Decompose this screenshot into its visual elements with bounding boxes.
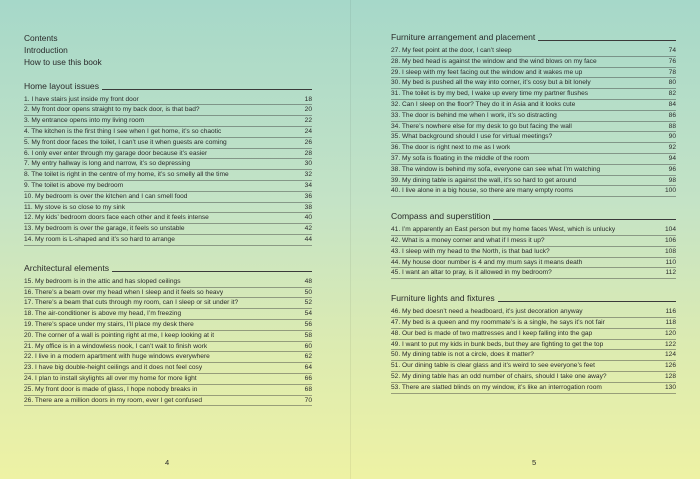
entry-title: 2. My front door opens straight to my back door, is that bad?: [24, 106, 200, 114]
entry-page-number: 50: [304, 288, 312, 296]
entry-title: 53. There are slatted blinds on my window, it’s like an interrogation room: [391, 383, 602, 391]
entry-title: 31. The toilet is by my bed, I wake up every time my partner flushes: [391, 90, 589, 98]
toc-entry[interactable]: [391, 372, 676, 383]
toc-entry[interactable]: [24, 116, 312, 127]
toc-entry[interactable]: [391, 236, 676, 247]
entry-title: 22. I live in a modern apartment with huge windows everywhere: [24, 353, 210, 361]
entry-title: 18. The air-conditioner is above my head, I’m freezing: [24, 310, 182, 318]
toc-entry[interactable]: [24, 288, 312, 299]
entry-title: 21. My office is in a windowless nook, I can’t wait to finish work: [24, 342, 208, 350]
entry-title: 41. I’m apparently an East person but my home faces West, which is unlucky: [391, 226, 616, 234]
entry-title: 7. My entry hallway is long and narrow, it’s so depressing: [24, 160, 191, 168]
toc-entry[interactable]: [24, 277, 312, 288]
toc-entry[interactable]: [391, 350, 676, 361]
entry-title: 42. What is a money corner and what if I mess it up?: [391, 236, 545, 244]
toc-entry[interactable]: [24, 224, 312, 235]
toc-entry[interactable]: [24, 309, 312, 320]
toc-entry[interactable]: [24, 192, 312, 203]
section-heading: [391, 211, 676, 222]
toc-entry[interactable]: [24, 320, 312, 331]
toc-entry[interactable]: [391, 143, 676, 154]
entry-page-number: 82: [668, 90, 676, 98]
toc-entry[interactable]: [24, 181, 312, 192]
intro-block: [24, 32, 312, 69]
entry-title: 39. My dining table is against the wall, it’s so hard to get around: [391, 176, 577, 184]
entry-title: 24. I plan to install skylights all over my home for more light: [24, 374, 197, 382]
entry-title: 1. I have stairs just inside my front door: [24, 95, 139, 103]
entry-page-number: 80: [668, 79, 676, 87]
entry-title: 4. The kitchen is the first thing I see when I get home, it’s so chaotic: [24, 128, 222, 135]
entry-page-number: 60: [304, 342, 312, 350]
entry-page-number: 112: [665, 269, 676, 277]
section-rule: [538, 40, 676, 41]
entry-page-number: 48: [304, 277, 312, 285]
entry-page-number: 42: [304, 225, 312, 233]
entry-page-number: 124: [664, 351, 676, 359]
entry-title: 44. My house door number is 4 and my mum says it means death: [391, 258, 583, 266]
entry-title: 36. The door is right next to me as I work: [391, 144, 511, 152]
entry-page-number: 104: [664, 226, 676, 234]
section-heading: [24, 81, 312, 92]
entry-page-number: 120: [664, 329, 676, 337]
entry-title: 33. The door is behind me when I work, it’s so distracting: [391, 111, 557, 119]
toc-entry[interactable]: [391, 100, 676, 111]
entry-title: 6. I only ever enter through my garage door because it’s easier: [24, 149, 208, 157]
entry-title: 11. My stove is so close to my sink: [24, 203, 126, 211]
entry-page-number: 110: [665, 258, 676, 266]
entry-page-number: 44: [304, 235, 312, 243]
entry-title: 34. There’s nowhere else for my desk to go but facing the wall: [391, 122, 572, 130]
section-title: Architectural elements: [24, 262, 110, 273]
section-rule: [102, 89, 312, 90]
toc-entry[interactable]: [24, 95, 312, 106]
section-title: Furniture lights and fixtures: [391, 293, 495, 304]
section-furniture-arrangement: [391, 32, 676, 197]
entry-page-number: 118: [665, 318, 676, 326]
entry-page-number: 54: [304, 310, 312, 318]
entry-page-number: 26: [304, 138, 312, 146]
page-number: 5: [532, 458, 537, 467]
entry-title: 20. The corner of a wall is pointing right at me, I keep looking at it: [24, 331, 215, 339]
entry-title: 45. I want an altar to pray, is it allowed in my bedroom?: [391, 269, 552, 277]
entry-page-number: 74: [668, 47, 676, 54]
entry-title: 27. My feet point at the door, I can’t sleep: [391, 47, 512, 54]
entry-page-number: 76: [668, 57, 676, 65]
how-to-use-link[interactable]: How to use this book: [24, 57, 102, 68]
toc-entry[interactable]: [391, 154, 676, 165]
entry-page-number: 22: [304, 117, 312, 125]
entry-page-number: 96: [668, 165, 676, 173]
toc-entry[interactable]: [391, 165, 676, 176]
toc-entry[interactable]: [391, 258, 676, 269]
toc-entry[interactable]: [391, 340, 676, 351]
entry-title: 26. There are a million doors in my room, ever I get confused: [24, 396, 202, 404]
toc-entry[interactable]: [391, 329, 676, 340]
toc-entry[interactable]: [24, 105, 312, 116]
toc-entry[interactable]: [24, 170, 312, 181]
entry-title: 48. Our bed is made of two mattresses and I keep falling into the gap: [391, 329, 593, 337]
introduction-link[interactable]: Introduction: [24, 45, 68, 56]
entry-page-number: 24: [304, 128, 312, 135]
toc-entry[interactable]: [24, 385, 312, 396]
entry-title: 19. There’s space under my stairs, I’ll place my desk there: [24, 320, 194, 328]
section-compass-superstition: [391, 211, 676, 279]
entry-page-number: 58: [304, 331, 312, 339]
entry-title: 35. What background should I use for virtual meetings?: [391, 133, 553, 141]
right-page: [350, 0, 700, 479]
entry-page-number: 56: [304, 320, 312, 328]
entry-title: 49. I want to put my kids in bunk beds, but they are fighting to get the top: [391, 340, 604, 348]
section-heading: [24, 263, 312, 274]
toc-entry[interactable]: [24, 342, 312, 353]
toc-entry[interactable]: [24, 127, 312, 138]
entry-title: 28. My bed head is against the window and the wind blows on my face: [391, 57, 597, 65]
entry-page-number: 30: [304, 160, 312, 168]
section-rule: [498, 301, 676, 302]
toc-entry[interactable]: [391, 132, 676, 143]
entry-title: 15. My bedroom is in the attic and has sloped ceilings: [24, 277, 181, 285]
toc-entry[interactable]: [24, 331, 312, 342]
section-home-layout-issues: [24, 81, 312, 246]
page-number: 4: [165, 458, 170, 467]
entry-title: 10. My bedroom is over the kitchen and I can smell food: [24, 192, 188, 200]
toc-entry[interactable]: [391, 122, 676, 133]
entry-title: 37. My sofa is floating in the middle of the room: [391, 154, 530, 162]
entry-page-number: 52: [304, 299, 312, 307]
toc-entry[interactable]: [391, 361, 676, 372]
section-rule: [493, 219, 676, 220]
entry-page-number: 128: [664, 372, 676, 380]
entry-title: 5. My front door faces the toilet, I can’t use it when guests are coming: [24, 138, 227, 146]
entry-title: 8. The toilet is right in the centre of my home, it’s so smelly all the time: [24, 171, 229, 179]
entry-page-number: 130: [664, 383, 676, 391]
section-title: Furniture arrangement and placement: [391, 32, 536, 42]
entry-title: 16. There’s a beam over my head when I sleep and it feels so heavy: [24, 288, 224, 296]
toc-entry[interactable]: [24, 213, 312, 224]
entry-title: 40. I live alone in a big house, so there are many empty rooms: [391, 187, 574, 195]
toc-entry[interactable]: [391, 68, 676, 79]
entry-page-number: 32: [304, 171, 312, 179]
entry-page-number: 18: [304, 95, 312, 103]
section-rule: [112, 271, 312, 272]
entry-page-number: 28: [304, 149, 312, 157]
entry-page-number: 66: [304, 374, 312, 382]
entry-page-number: 90: [668, 133, 676, 141]
toc-entry[interactable]: [24, 363, 312, 374]
toc-entry[interactable]: [391, 383, 676, 394]
toc-entry[interactable]: [391, 307, 676, 318]
entry-page-number: 98: [668, 176, 676, 184]
section-furniture-lights-fixtures: [391, 293, 676, 393]
entry-title: 3. My entrance opens into my living room: [24, 117, 145, 125]
entry-page-number: 88: [668, 122, 676, 130]
entry-page-number: 36: [304, 192, 312, 200]
toc-entry[interactable]: [24, 235, 312, 246]
entry-title: 29. I sleep with my feet facing out the window and it wakes me up: [391, 68, 583, 76]
toc-entry[interactable]: [391, 89, 676, 100]
toc-entry[interactable]: [391, 318, 676, 329]
entry-page-number: 34: [304, 181, 312, 189]
entry-page-number: 126: [664, 362, 676, 370]
entry-title: 12. My kids’ bedroom doors face each other and it feels intense: [24, 214, 209, 222]
entry-title: 23. I have big double-height ceilings and it does not feel cosy: [24, 364, 203, 372]
entry-page-number: 92: [668, 144, 676, 152]
entry-page-number: 122: [664, 340, 676, 348]
toc-entry[interactable]: [391, 268, 676, 279]
entry-title: 13. My bedroom is over the garage, it feels so unstable: [24, 225, 185, 233]
entry-page-number: 106: [664, 236, 676, 244]
entry-page-number: 116: [665, 308, 676, 316]
entry-page-number: 84: [668, 100, 676, 108]
entry-page-number: 62: [304, 353, 312, 361]
section-title: Compass and superstition: [391, 211, 491, 222]
toc-entry[interactable]: [391, 57, 676, 68]
section-architectural-elements: [24, 263, 312, 407]
entry-page-number: 86: [668, 111, 676, 119]
section-heading: [391, 32, 676, 43]
entry-title: 32. Can I sleep on the floor? They do it in Asia and it looks cute: [391, 100, 576, 108]
entry-page-number: 20: [304, 106, 312, 114]
toc-entry[interactable]: [24, 138, 312, 149]
entry-title: 30. My bed is pushed all the way into corner, it’s cosy but a bit lonely: [391, 79, 591, 87]
toc-entry[interactable]: [24, 149, 312, 160]
toc-entry[interactable]: [391, 111, 676, 122]
toc-entry[interactable]: [391, 46, 676, 57]
entry-page-number: 70: [304, 396, 312, 404]
entry-page-number: 100: [664, 187, 676, 195]
entry-title: 43. I sleep with my head to the North, is that bad luck?: [391, 247, 550, 255]
entry-page-number: 38: [304, 203, 312, 211]
section-title: Home layout issues: [24, 80, 99, 91]
toc-entry[interactable]: [24, 203, 312, 214]
entry-page-number: 94: [668, 154, 676, 162]
toc-entry[interactable]: [24, 159, 312, 170]
toc-entry[interactable]: [391, 78, 676, 89]
entry-page-number: 78: [668, 68, 676, 76]
toc-entry[interactable]: [391, 225, 676, 236]
entry-title: 17. There’s a beam that cuts through my room, can I sleep or sit under it?: [24, 299, 239, 307]
toc-entry[interactable]: [391, 176, 676, 187]
toc-entry[interactable]: [24, 374, 312, 385]
entry-title: 38. The window is behind my sofa, everyone can see what I’m watching: [391, 165, 601, 173]
toc-entry[interactable]: [24, 298, 312, 309]
entry-title: 47. My bed is a queen and my roommate’s is a single, he says it’s not fair: [391, 318, 605, 326]
entry-page-number: 108: [664, 247, 676, 255]
entry-page-number: 40: [304, 214, 312, 222]
section-heading: [391, 293, 676, 304]
entry-title: 46. My bed doesn’t need a headboard, it’s just decoration anyway: [391, 308, 583, 316]
toc-entry[interactable]: [391, 186, 676, 197]
toc-entry[interactable]: [24, 396, 312, 407]
toc-entry[interactable]: [391, 247, 676, 258]
entry-page-number: 64: [304, 364, 312, 372]
entry-title: 9. The toilet is above my bedroom: [24, 181, 124, 189]
entry-title: 52. My dining table has an odd number of chairs, should I take one away?: [391, 372, 607, 380]
contents-heading: Contents: [24, 33, 58, 43]
entry-title: 14. My room is L-shaped and it’s so hard to arrange: [24, 235, 175, 243]
toc-entry[interactable]: [24, 352, 312, 363]
entry-title: 50. My dining table is not a circle, does it matter?: [391, 351, 534, 359]
entry-title: 51. Our dining table is clear glass and it’s weird to see everyone’s feet: [391, 362, 595, 370]
entry-page-number: 68: [304, 385, 312, 393]
entry-title: 25. My front door is made of glass, I hope nobody breaks in: [24, 385, 198, 393]
